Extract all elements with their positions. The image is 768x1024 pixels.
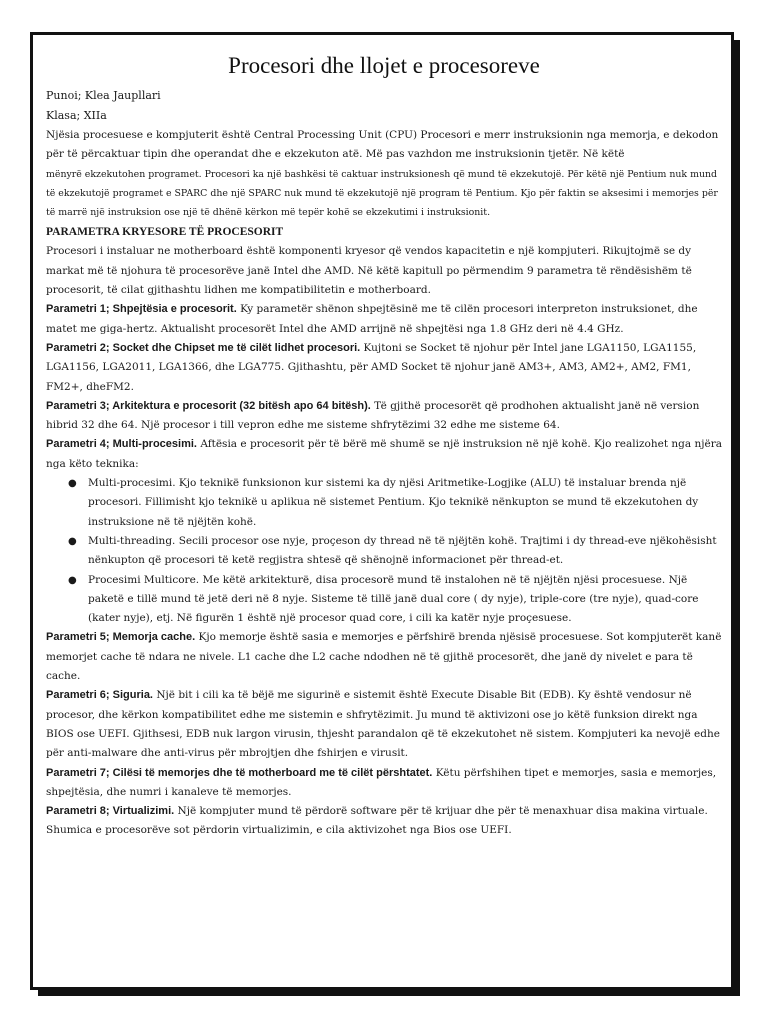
- parameter-3: Parametri 3; Arkitektura e procesorit (32 bitësh apo 64 bitësh). Të gjithë procesorët që prodhohen aktualisht janë në version hibrid 32 dhe 64. Një procesor i till vepron edhe me sisteme shfrytëzimi 32 edhe me sisteme 64.: [46, 399, 700, 432]
- bullet-icon: ●: [68, 478, 77, 490]
- parameter-2-label: Parametri 2; Socket dhe Chipset me të cilët lidhet procesori.: [46, 341, 361, 354]
- section-intro: Procesori i instaluar ne motherboard është komponenti kryesor që vendos kapacitetin e një kompjuteri. Rikujtojmë se dy markat më të njohura të procesorëve janë Intel dhe AMD. Në këtë kapitull po përmendim 9 parametra të rëndësishëm të procesorit, të cilat gjithashtu lidhen me kompatibilitetin e motherboard.: [46, 245, 692, 297]
- list-item: ● Procesimi Multicore. Me këtë arkitekturë, disa procesorë mund të instalohen në të njëjtën njësi procesuese. Një paketë e tillë mund të jetë deri në 8 nyje. Sisteme të tillë janë dual core ( dy nyje), triple-core (tre nyje), quad-core (kater nyje), etj. Në figurën 1 është një procesor quad core, i cili ka katër nyje proçesuese.: [88, 571, 722, 629]
- list-item: ● Multi-threading. Secili procesor ose nyje, proçeson dy thread në të njëjtën kohë. Trajtimi i dy thread-eve njëkohësisht nënkupton që procesori të ketë regjistra shtesë që shënojnë informacionet për thread-et.: [88, 532, 722, 571]
- multiprocessing-list: [46, 474, 722, 628]
- document-title: Procesori dhe llojet e procesoreve: [228, 53, 540, 78]
- document-body: [46, 50, 722, 841]
- page-shadow-right: [734, 40, 740, 996]
- parameter-2: Parametri 2; Socket dhe Chipset me të cilët lidhet procesori. Kujtoni se Socket të njohur për Intel jane LGA1150, LGA1155, LGA1156, LGA2011, LGA1366, dhe LGA775. Gjithashtu, për AMD Socket të njohur janë AM3+, AM3, AM2+, AM2, FM1, FM2+, dheFM2.: [46, 341, 697, 393]
- author-line: Punoi; Klea Jaupllari: [46, 89, 161, 102]
- parameter-4: Parametri 4; Multi-procesimi. Aftësia e procesorit për të bërë më shumë se një instruksion në një kohë. Kjo realizohet nga njëra nga këto teknika:: [46, 438, 722, 470]
- intro-paragraph-continued: mënyrë ekzekutohen programet. Procesori ka një bashkësi të caktuar instruksionesh që mund të ekzekutojë. Për këtë një Pentium nuk mund të ekzekutojë programet e SPARC dhe një SPARC nuk mund të ekzekutojë një program të Pentium. Kjo për faktin se aksesimi i memorjes për të marrë një instruksion ose një të dhënë kërkon më tepër kohë se ekzekutimi i instruksionit.: [46, 168, 718, 219]
- parameter-3-label: Parametri 3; Arkitektura e procesorit (32 bitësh apo 64 bitësh).: [46, 399, 371, 412]
- parameter-5: Parametri 5; Memorja cache. Kjo memorje është sasia e memorjes e përfshirë brenda njësisë procesuese. Sot kompjuterët kanë memorjet cache të ndara ne nivele. L1 cache dhe L2 cache ndodhen në të gjithë procesorët, dhe janë dy nivelet e para të cache.: [46, 631, 722, 683]
- parameter-7: Parametri 7; Cilësi të memorjes dhe të motherboard me të cilët përshtatet. Këtu përfshihen tipet e memorjes, sasia e memorjes, shpejtësia, dhe numri i kanaleve të memorjes.: [46, 766, 717, 798]
- class-line: Klasa; XIIa: [46, 109, 107, 122]
- parameter-8: Parametri 8; Virtualizimi. Një kompjuter mund të përdorë software për të krijuar dhe për të menaxhuar disa makina virtuale. Shumica e procesorëve sot përdorin virtualizimin, e cila aktivizohet nga Bios ose UEFI.: [46, 805, 708, 837]
- parameter-6-label: Parametri 6; Siguria.: [46, 689, 153, 702]
- parameter-8-label: Parametri 8; Virtualizimi.: [46, 805, 175, 818]
- parameter-5-label: Parametri 5; Memorja cache.: [46, 631, 196, 644]
- section-heading: PARAMETRA KRYESORE TË PROCESORIT: [46, 226, 284, 239]
- bullet-icon: ●: [68, 535, 77, 547]
- parameter-1-label: Parametri 1; Shpejtësia e procesorit.: [46, 303, 237, 316]
- parameter-7-label: Parametri 7; Cilësi të memorjes dhe të motherboard me të cilët përshtatet.: [46, 766, 433, 779]
- parameter-4-label: Parametri 4; Multi-procesimi.: [46, 438, 197, 451]
- intro-paragraph: Njësia procesuese e kompjuterit është Central Processing Unit (CPU) Procesori e merr instruksionin nga memorja, e dekodon për të përcaktuar tipin dhe operandat dhe e ekzekuton atë. Më pas vazhdon me instruksionin tjetër. Në këtë: [46, 129, 719, 161]
- page-shadow-bottom: [38, 990, 740, 996]
- list-item: ● Multi-procesimi. Kjo teknikë funksionon kur sistemi ka dy njësi Aritmetike-Logjike (ALU) të instaluar brenda një procesori. Fillimisht kjo teknikë u aplikua në sistemet Pentium. Kjo teknikë nënkupton se mund të ekzekutohen dy instruksione në të njëjtën kohë.: [88, 474, 722, 532]
- parameter-1: Parametri 1; Shpejtësia e procesorit. Ky parametër shënon shpejtësinë me të cilën procesori interpreton instruksionet, dhe matet me giga-hertz. Aktualisht procesorët Intel dhe AMD arrijnë në shpejtësi nga 1.8 GHz deri në 4.4 GHz.: [46, 303, 698, 335]
- parameter-6: Parametri 6; Siguria. Një bit i cili ka të bëjë me sigurinë e sistemit është Execute Disable Bit (EDB). Ky është vendosur në procesor, dhe kërkon kompatibilitet edhe me sistemin e shfrytëzimit. Ju mund të aktivizoni ose jo këtë funksion direkt nga BIOS ose UEFI. Gjithsesi, EDB nuk largon virusin, thjesht parandalon që të ekzekutohet në sistem. Kompjuteri ka nevojë edhe për anti-malware dhe anti-virus për mbrojtjen dhe fshirjen e virusit.: [46, 689, 720, 760]
- bullet-icon: ●: [68, 574, 77, 586]
